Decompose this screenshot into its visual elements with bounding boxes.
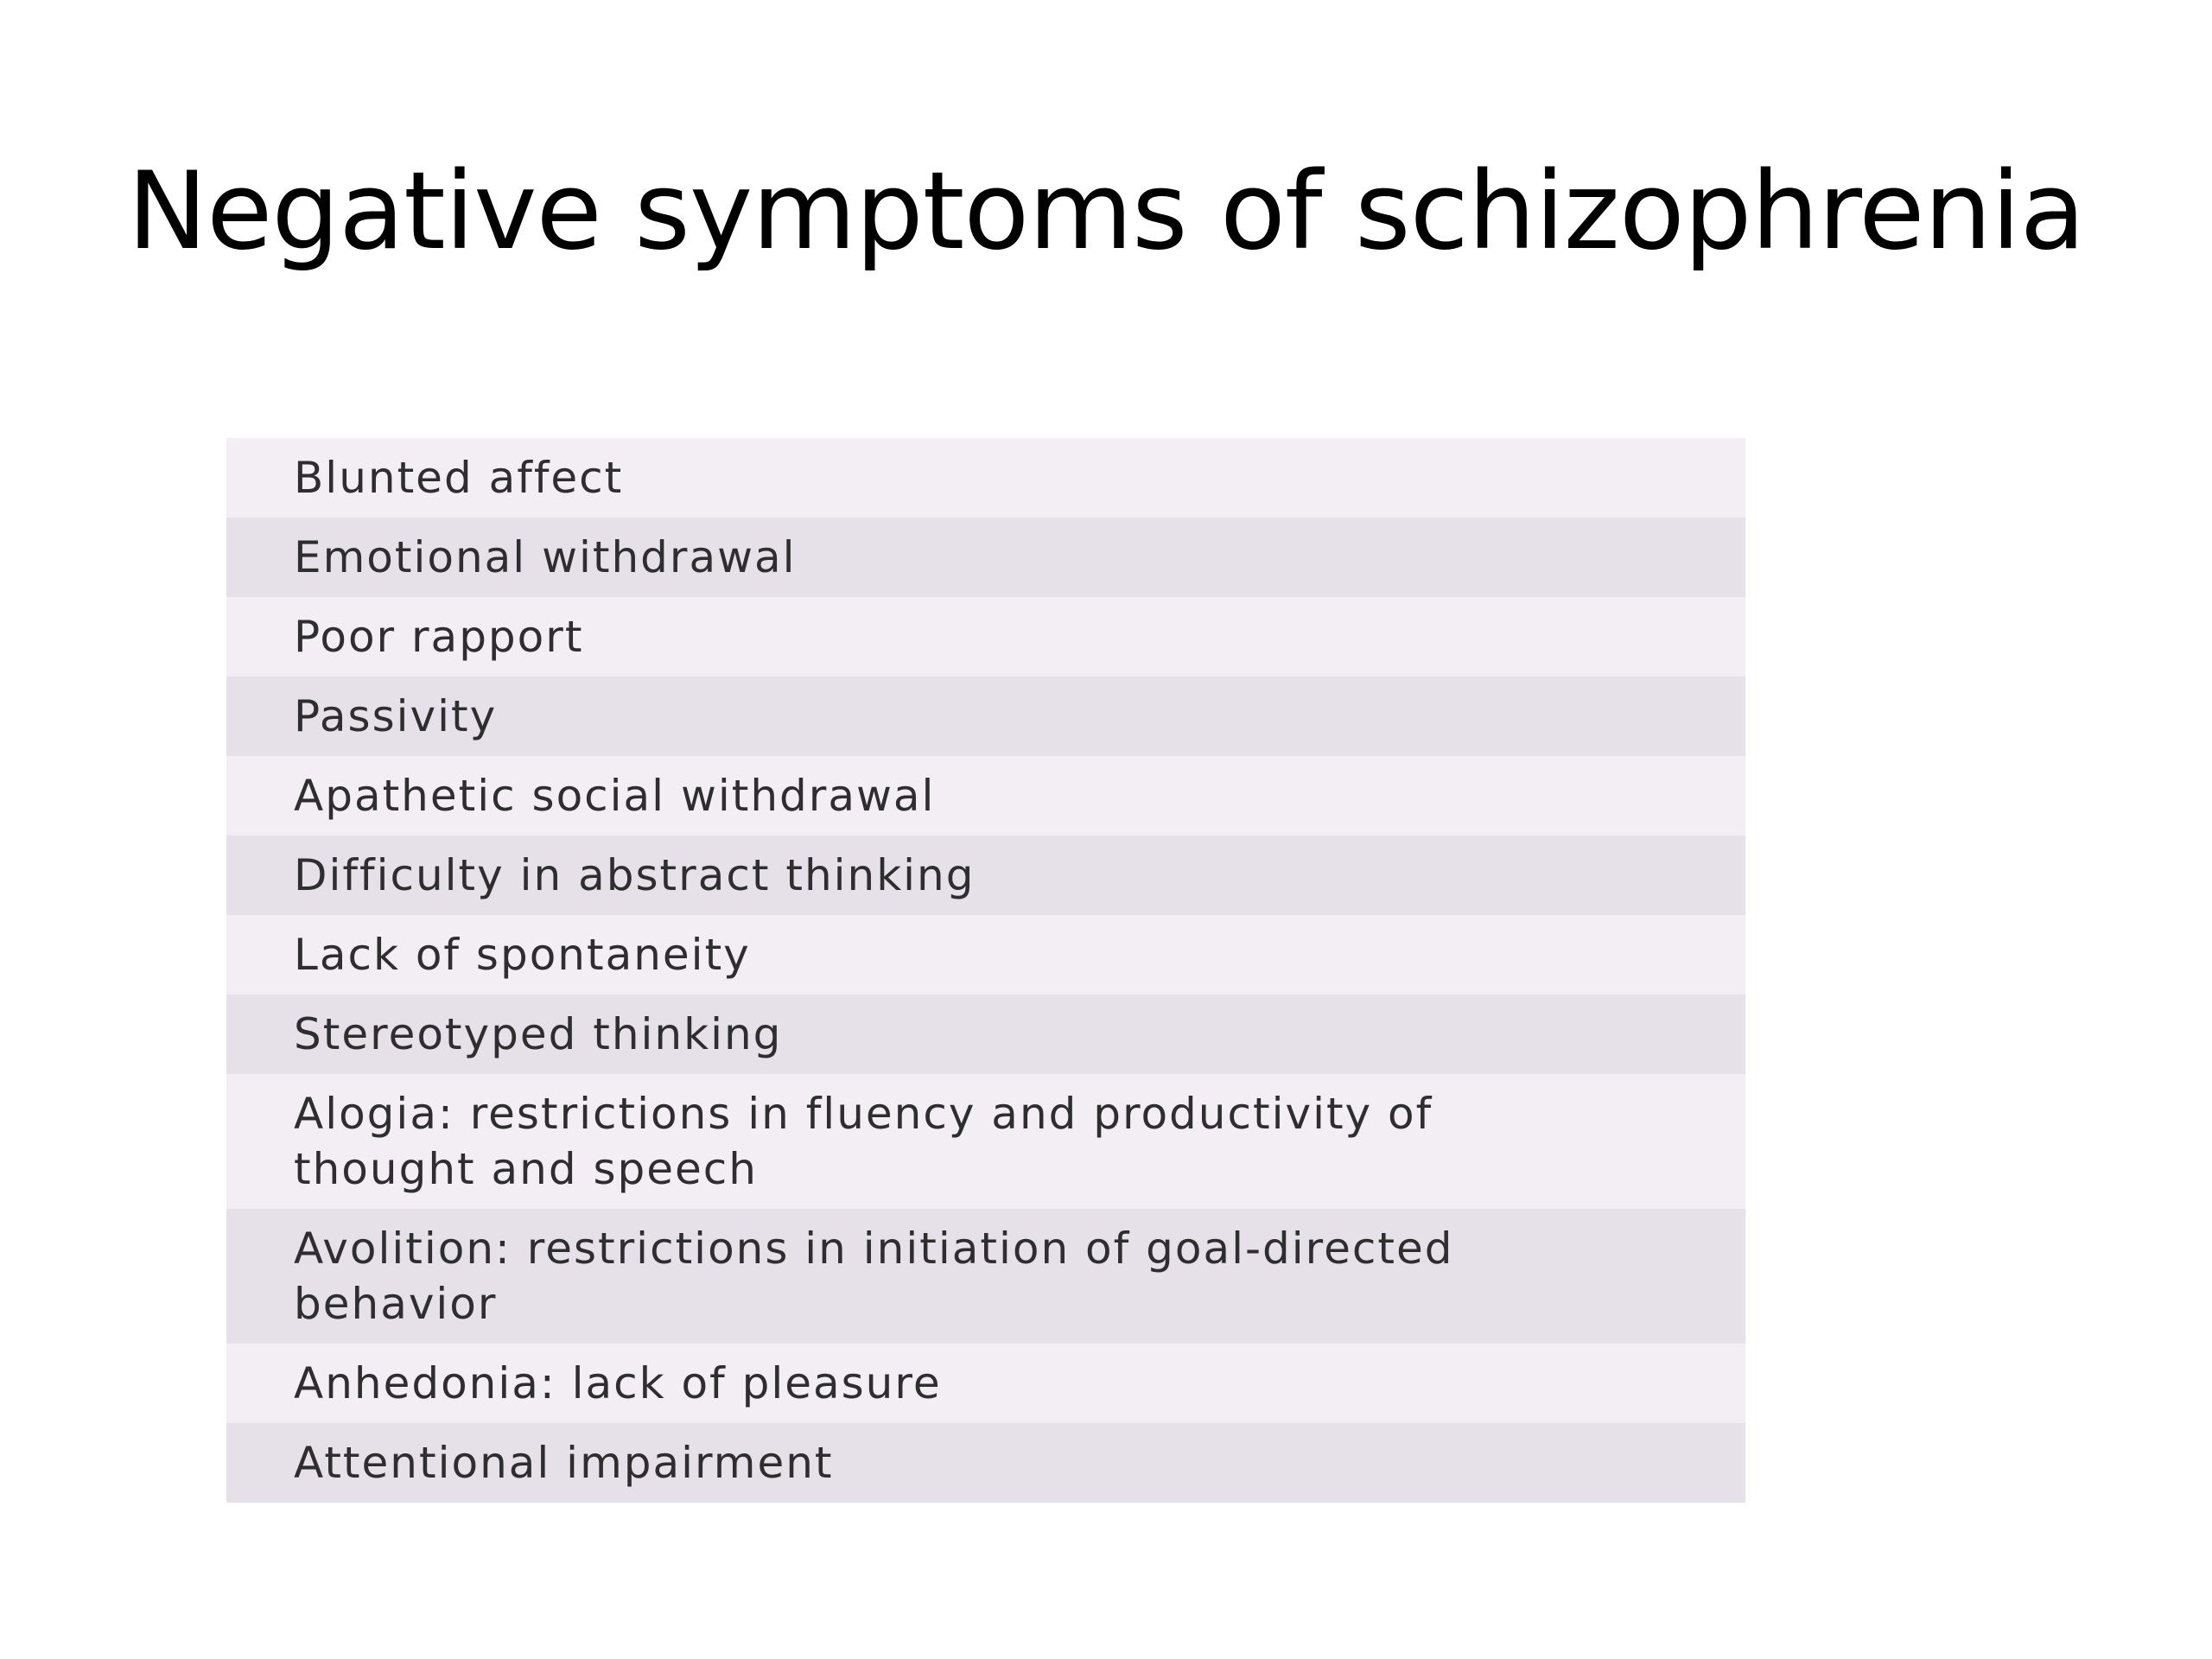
symptom-text: Attentional impairment: [294, 1438, 834, 1488]
symptoms-table: [226, 438, 1745, 1503]
table-cell: [226, 1074, 1745, 1209]
symptom-text: Difficulty in abstract thinking: [294, 850, 976, 900]
table-row: [226, 1074, 1745, 1209]
symptom-text: Blunted affect: [294, 453, 624, 503]
table-row: [226, 915, 1745, 995]
table-row: [226, 597, 1745, 677]
table-cell: [226, 756, 1745, 836]
table-row: [226, 995, 1745, 1074]
symptom-text: Poor rapport: [294, 612, 584, 662]
table-cell: [226, 1344, 1745, 1423]
symptom-text: Emotional withdrawal: [294, 532, 797, 582]
table-cell: [226, 677, 1745, 756]
symptom-text: Avolition: restrictions in initiation of goal-directed behavior: [294, 1224, 1454, 1329]
slide-title: Negative symptoms of schizophrenia: [127, 149, 2085, 274]
symptom-text: Alogia: restrictions in fluency and productivity of thought and speech: [294, 1089, 1433, 1194]
table-row: [226, 518, 1745, 597]
table-cell: [226, 1423, 1745, 1503]
table-row: [226, 836, 1745, 915]
symptom-text: Anhedonia: lack of pleasure: [294, 1358, 942, 1408]
table-cell: [226, 438, 1745, 518]
table-row: [226, 1423, 1745, 1503]
table-cell: [226, 518, 1745, 597]
table-cell: [226, 597, 1745, 677]
table-row: [226, 756, 1745, 836]
table-cell: [226, 1209, 1745, 1344]
symptom-text: Stereotyped thinking: [294, 1009, 783, 1059]
table-row: [226, 1344, 1745, 1423]
symptom-text: Apathetic social withdrawal: [294, 771, 936, 821]
symptom-text: Lack of spontaneity: [294, 930, 751, 980]
table-cell: [226, 915, 1745, 995]
table-row: [226, 677, 1745, 756]
table-cell: [226, 836, 1745, 915]
table-row: [226, 438, 1745, 518]
table-row: [226, 1209, 1745, 1344]
symptom-text: Passivity: [294, 691, 498, 741]
table-cell: [226, 995, 1745, 1074]
